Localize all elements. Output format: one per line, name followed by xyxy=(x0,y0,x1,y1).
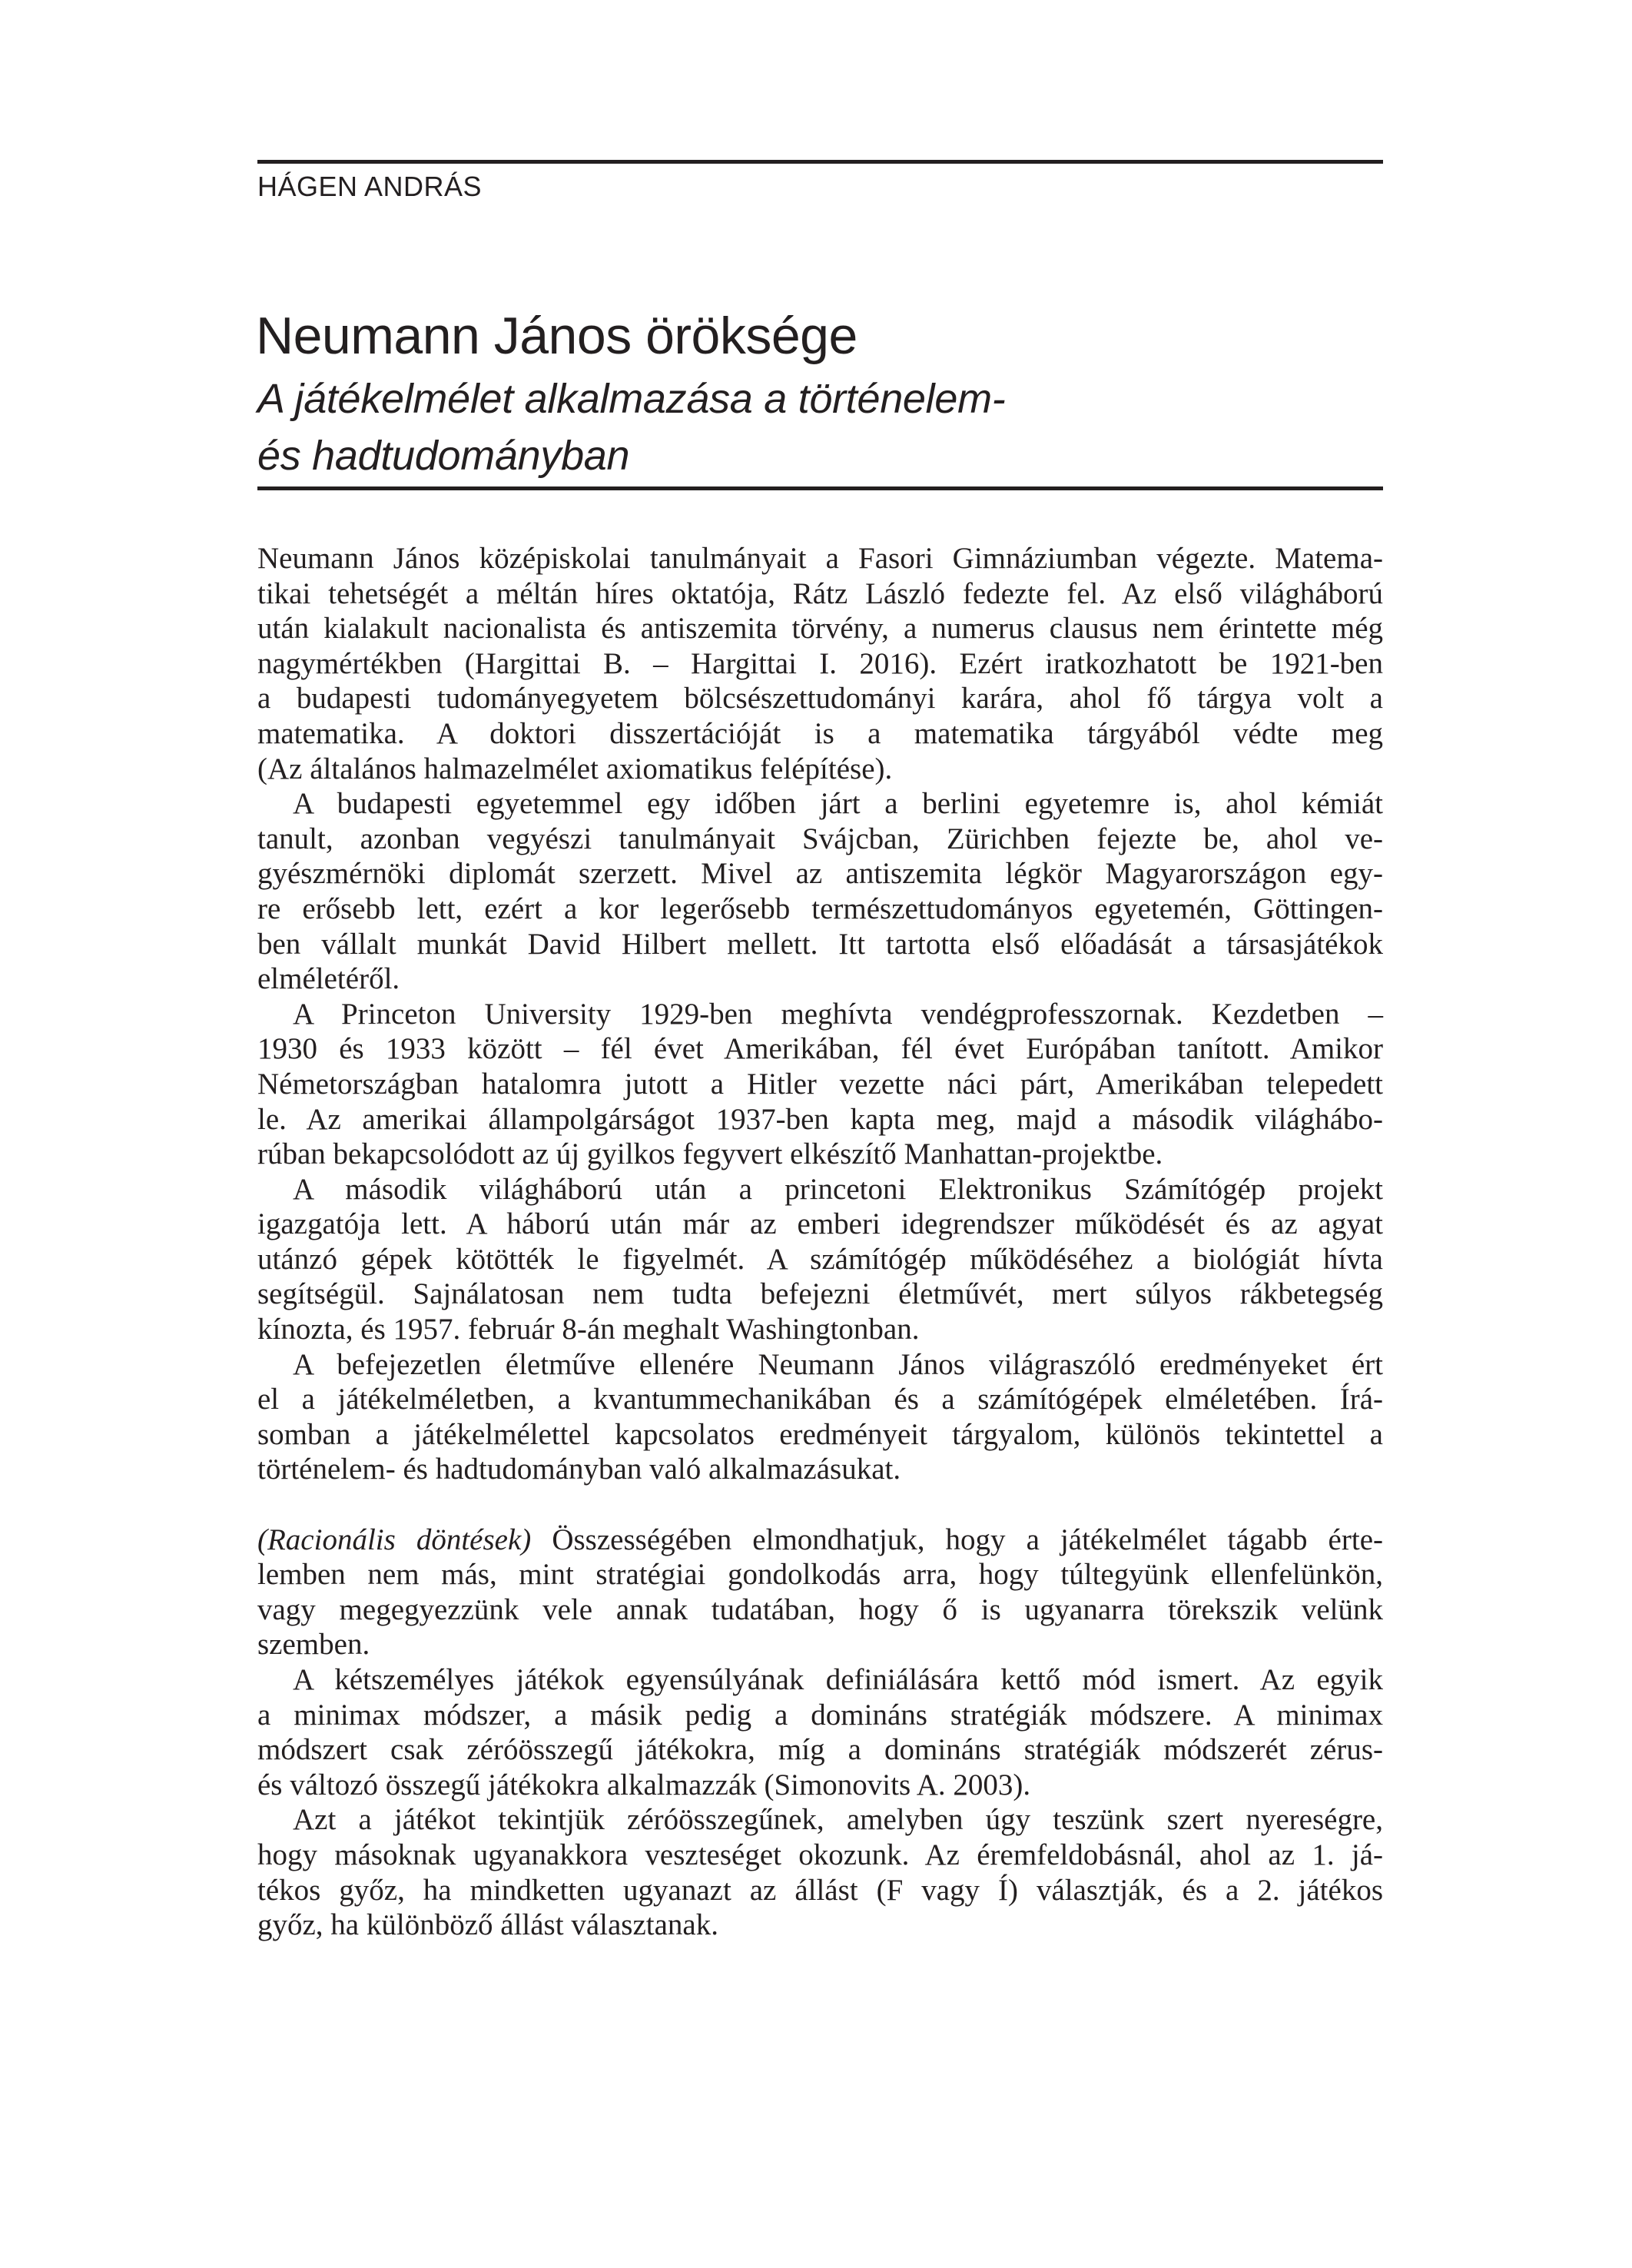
paragraph xyxy=(257,541,1383,786)
text-run: Összességében elmondhatjuk, hogy a játékelmélet tágabb érte- xyxy=(531,1523,1383,1556)
text-line: segítségül. Sajnálatosan nem tudta befejezni életművét, mert súlyos rákbetegség xyxy=(257,1277,1383,1311)
text-line: matematika. A doktori disszertációját is a matematika tárgyából védte meg xyxy=(257,716,1383,750)
text-line: re erősebb lett, ezért a kor legerősebb természettudományos egyetemén, Göttingen- xyxy=(257,892,1383,925)
text-line: történelem- és hadtudományban való alkalmazásukat. xyxy=(257,1453,901,1486)
text-line: tékos győz, ha mindketten ugyanazt az állást (F vagy Í) választják, és a 2. játékos xyxy=(257,1873,1383,1907)
text-line: ben vállalt munkát David Hilbert mellett. Itt tartotta első előadását a társasjátékok xyxy=(257,927,1383,961)
text-line: vagy megegyezzünk vele annak tudatában, hogy ő is ugyanarra törekszik velünk xyxy=(257,1592,1383,1626)
text-line: a minimax módszer, a másik pedig a domináns stratégiák módszere. A minimax xyxy=(257,1698,1383,1732)
article-title: Neumann János öröksége xyxy=(256,307,857,365)
text-line: A befejezetlen életműve ellenére Neumann János világraszóló eredményeket ért xyxy=(293,1347,1383,1381)
text-line: le. Az amerikai állampolgárságot 1937-ben kapta meg, majd a második világhábo- xyxy=(257,1102,1383,1136)
text-line: a budapesti tudományegyetem bölcsészettudományi karára, ahol fő tárgya volt a xyxy=(257,682,1383,716)
text-line: hogy másoknak ugyanakkora veszteséget okozunk. Az éremfeldobásnál, ahol az 1. já- xyxy=(257,1838,1383,1871)
text-line: módszert csak zéróösszegű játékokra, míg a domináns stratégiák módszerét zérus- xyxy=(257,1733,1383,1767)
paragraph xyxy=(257,997,1383,1172)
text-line: somban a játékelmélettel kapcsolatos eredményeit tárgyalom, különös tekintettel a xyxy=(257,1417,1383,1451)
text-line: utánzó gépek kötötték le figyelmét. A számítógép működéséhez a biológiát hívta xyxy=(257,1242,1383,1276)
paragraph xyxy=(257,1662,1383,1802)
text-line: A második világháború után a princetoni Elektronikus Számítógép projekt xyxy=(293,1172,1383,1206)
text-line: győz, ha különböző állást választanak. xyxy=(257,1908,718,1942)
paragraph xyxy=(257,1347,1383,1487)
text-line: Németországban hatalomra jutott a Hitler vezette náci párt, Amerikában telepedett xyxy=(257,1067,1383,1101)
text-line: 1930 és 1933 között – fél évet Amerikában, fél évet Európában tanított. Amikor xyxy=(257,1032,1383,1066)
paragraph xyxy=(257,786,1383,997)
subtitle-line: és hadtudományban xyxy=(257,433,630,479)
text-line: (Az általános halmazelmélet axiomatikus felépítése). xyxy=(257,752,893,785)
text-line: szemben. xyxy=(257,1628,370,1662)
text-line: tanult, azonban vegyészi tanulmányait Svájcban, Zürichben fejezte be, ahol ve- xyxy=(257,822,1383,855)
text-line: nagymértékben (Hargittai B. – Hargittai I. 2016). Ezért iratkozhatott be 1921-ben xyxy=(257,646,1383,680)
text-line: rúban bekapcsolódott az új gyilkos fegyvert elkészítő Manhattan-projektbe. xyxy=(257,1137,1163,1171)
subtitle-line: A játékelmélet alkalmazása a történelem- xyxy=(257,376,1006,422)
section-lead-heading: (Racionális döntések) xyxy=(257,1523,532,1556)
paragraph xyxy=(257,1172,1383,1347)
text-line: A Princeton University 1929-ben meghívta vendégprofesszornak. Kezdetben – xyxy=(293,997,1383,1031)
text-line: A kétszemélyes játékok egyensúlyának definiálására kettő mód ismert. Az egyik xyxy=(293,1663,1383,1696)
text-line: lemben nem más, mint stratégiai gondolkodás arra, hogy túltegyünk ellenfelünkön, xyxy=(257,1558,1383,1592)
text-line: tikai tehetségét a méltán híres oktatója, Rátz László fedezte fel. Az első világháború xyxy=(257,576,1383,610)
text-line: Azt a játékot tekintjük zéróösszegűnek, amelyben úgy teszünk szert nyereségre, xyxy=(293,1803,1383,1837)
article-body xyxy=(257,541,1383,1943)
header-top-rule xyxy=(257,160,1383,164)
text-line: elméletéről. xyxy=(257,962,400,996)
text-line: igazgatója lett. A háború után már az emberi idegrendszer működését és az agyat xyxy=(257,1207,1383,1241)
title-bottom-rule xyxy=(257,486,1383,490)
article-subtitle xyxy=(257,370,1005,484)
author-name: HÁGEN ANDRÁS xyxy=(257,171,483,202)
text-line: és változó összegű játékokra alkalmazzák (Simonovits A. 2003). xyxy=(257,1768,1031,1801)
text-line: kínozta, és 1957. február 8-án meghalt Washingtonban. xyxy=(257,1313,920,1347)
text-line: A budapesti egyetemmel egy időben járt a berlini egyetemre is, ahol kémiát xyxy=(293,787,1383,821)
paragraph xyxy=(257,1523,1383,1662)
text-line: el a játékelméletben, a kvantummechanikában és a számítógépek elméletében. Írá- xyxy=(257,1383,1383,1416)
text-line: után kialakult nacionalista és antiszemita törvény, a numerus clausus nem érintette még xyxy=(257,612,1383,646)
text-line: Neumann János középiskolai tanulmányait a Fasori Gimnáziumban végezte. Matema- xyxy=(257,542,1383,575)
text-line: gyészmérnöki diplomát szerzett. Mivel az antiszemita légkör Magyarországon egy- xyxy=(257,857,1383,891)
paragraph xyxy=(257,1802,1383,1942)
text-line xyxy=(257,1523,1383,1558)
section-gap xyxy=(257,1487,1383,1523)
